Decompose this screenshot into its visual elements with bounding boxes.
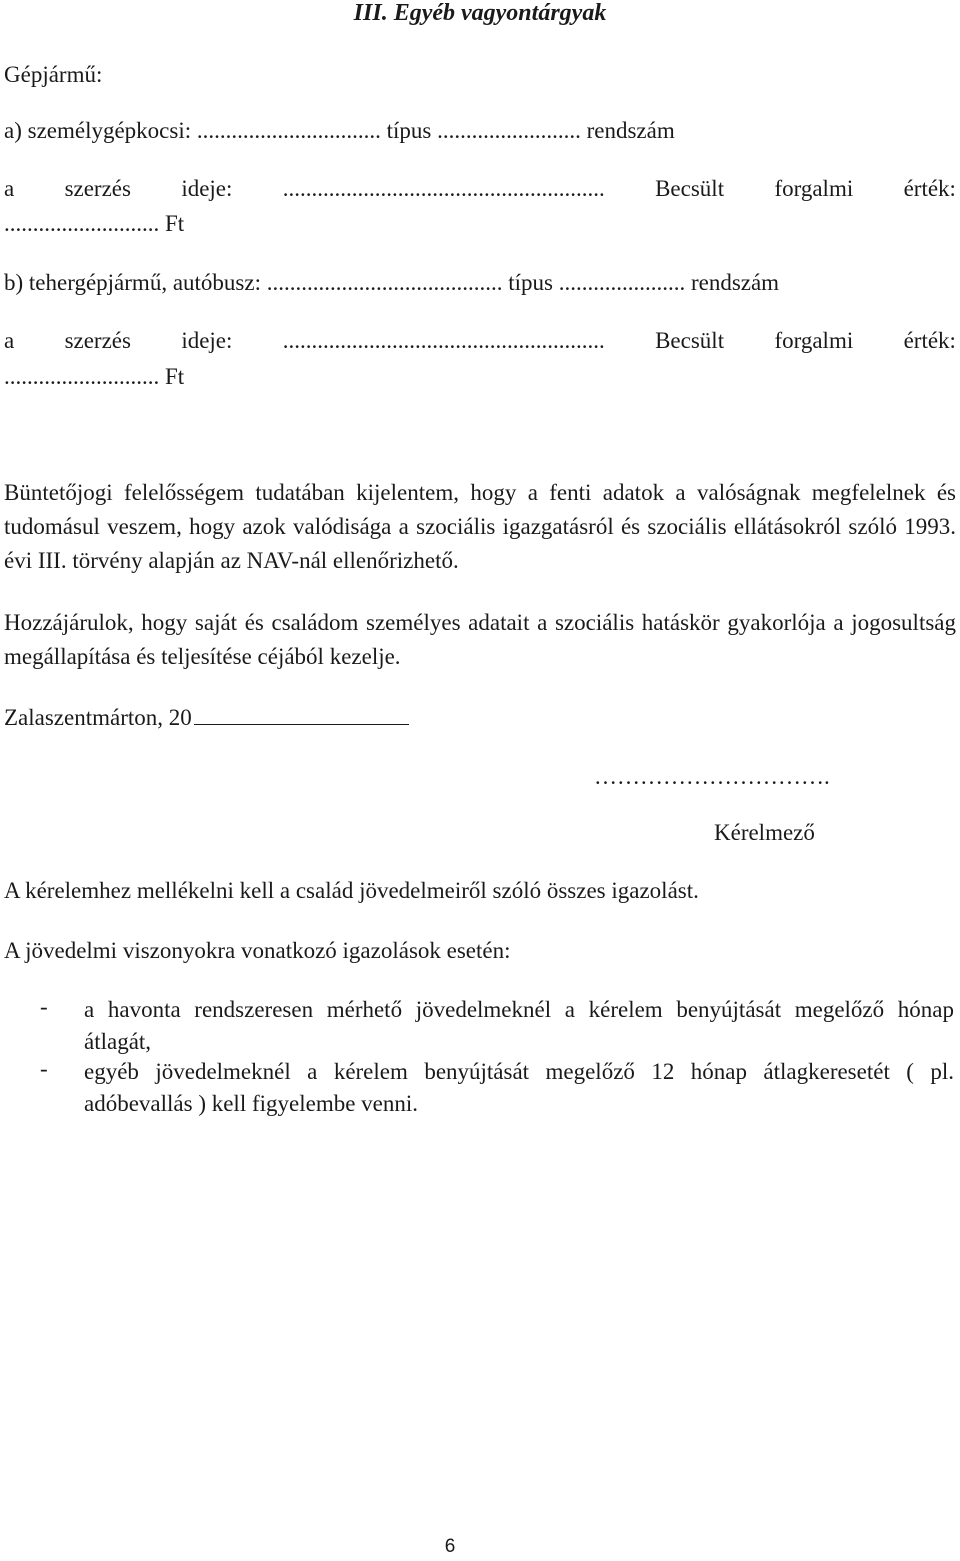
consent-paragraph: Hozzájárulok, hogy saját és családom személyes adatait a szociális hatáskör gyakorlója a jogosultság megállapítása és teljesítése céjából kezelje. — [4, 610, 956, 669]
truck-line: b) tehergépjármű, autóbusz: ......................................... típus ...................... rendszám — [4, 270, 780, 295]
car-acq-word: a — [4, 176, 15, 201]
car-line: a) személygépkocsi: ................................ típus ......................... rendszám — [4, 118, 675, 143]
section-title: III. Egyéb vagyontárgyak — [353, 0, 607, 26]
vehicle-heading: Gépjármű: — [4, 62, 103, 87]
signature-label: Kérelmező — [714, 820, 815, 845]
truck-acq-date-blank: ........................................................ — [282, 328, 605, 353]
car-acquisition-line — [4, 176, 956, 202]
truck-acq-word: forgalmi — [774, 328, 854, 353]
truck-acq-word: a — [4, 328, 15, 353]
place-date-line — [4, 704, 409, 731]
income-heading: A jövedelmi viszonyokra vonatkozó igazolások esetén: — [4, 938, 511, 963]
list-item: a havonta rendszeresen mérhető jövedelmeknél a kérelem benyújtását megelőző hónap átlagát, — [84, 997, 954, 1054]
car-acq-word: forgalmi — [774, 176, 854, 201]
car-acq-word: érték: — [903, 176, 956, 201]
truck-acq-word: szerzés — [64, 328, 131, 353]
truck-acq-word: érték: — [903, 328, 956, 353]
date-blank-line — [194, 704, 409, 725]
car-value-line: ........................... Ft — [4, 211, 185, 236]
bullet-dash: - — [40, 1056, 48, 1081]
place-date-label: Zalaszentmárton, 20 — [4, 705, 192, 730]
truck-acquisition-line — [4, 328, 956, 354]
truck-acq-word: Becsült — [655, 328, 725, 353]
car-acq-date-blank: ........................................................ — [282, 176, 605, 201]
bullet-dash: - — [40, 994, 48, 1019]
page-number: 6 — [444, 1536, 456, 1557]
attachment-note: A kérelemhez mellékelni kell a család jövedelmeiről szóló összes igazolást. — [4, 878, 699, 903]
car-acq-word: ideje: — [181, 176, 233, 201]
declaration-paragraph: Büntetőjogi felelősségem tudatában kijelentem, hogy a fenti adatok a valóságnak megfelelnek és tudomásul veszem, hogy azok valódisága a szociális igazgatásról és szociális ellátásokról szóló 1993. évi III. törvény alapján az NAV-nál ellenőrizhető. — [4, 480, 956, 573]
car-acq-word: Becsült — [655, 176, 725, 201]
signature-line: …………………………. — [594, 764, 830, 789]
truck-acq-word: ideje: — [181, 328, 233, 353]
list-item: egyéb jövedelmeknél a kérelem benyújtását megelőző 12 hónap átlagkeresetét ( pl. adóbevallás ) kell figyelembe venni. — [84, 1059, 954, 1116]
car-acq-word: szerzés — [64, 176, 131, 201]
truck-value-line: ........................... Ft — [4, 364, 185, 389]
